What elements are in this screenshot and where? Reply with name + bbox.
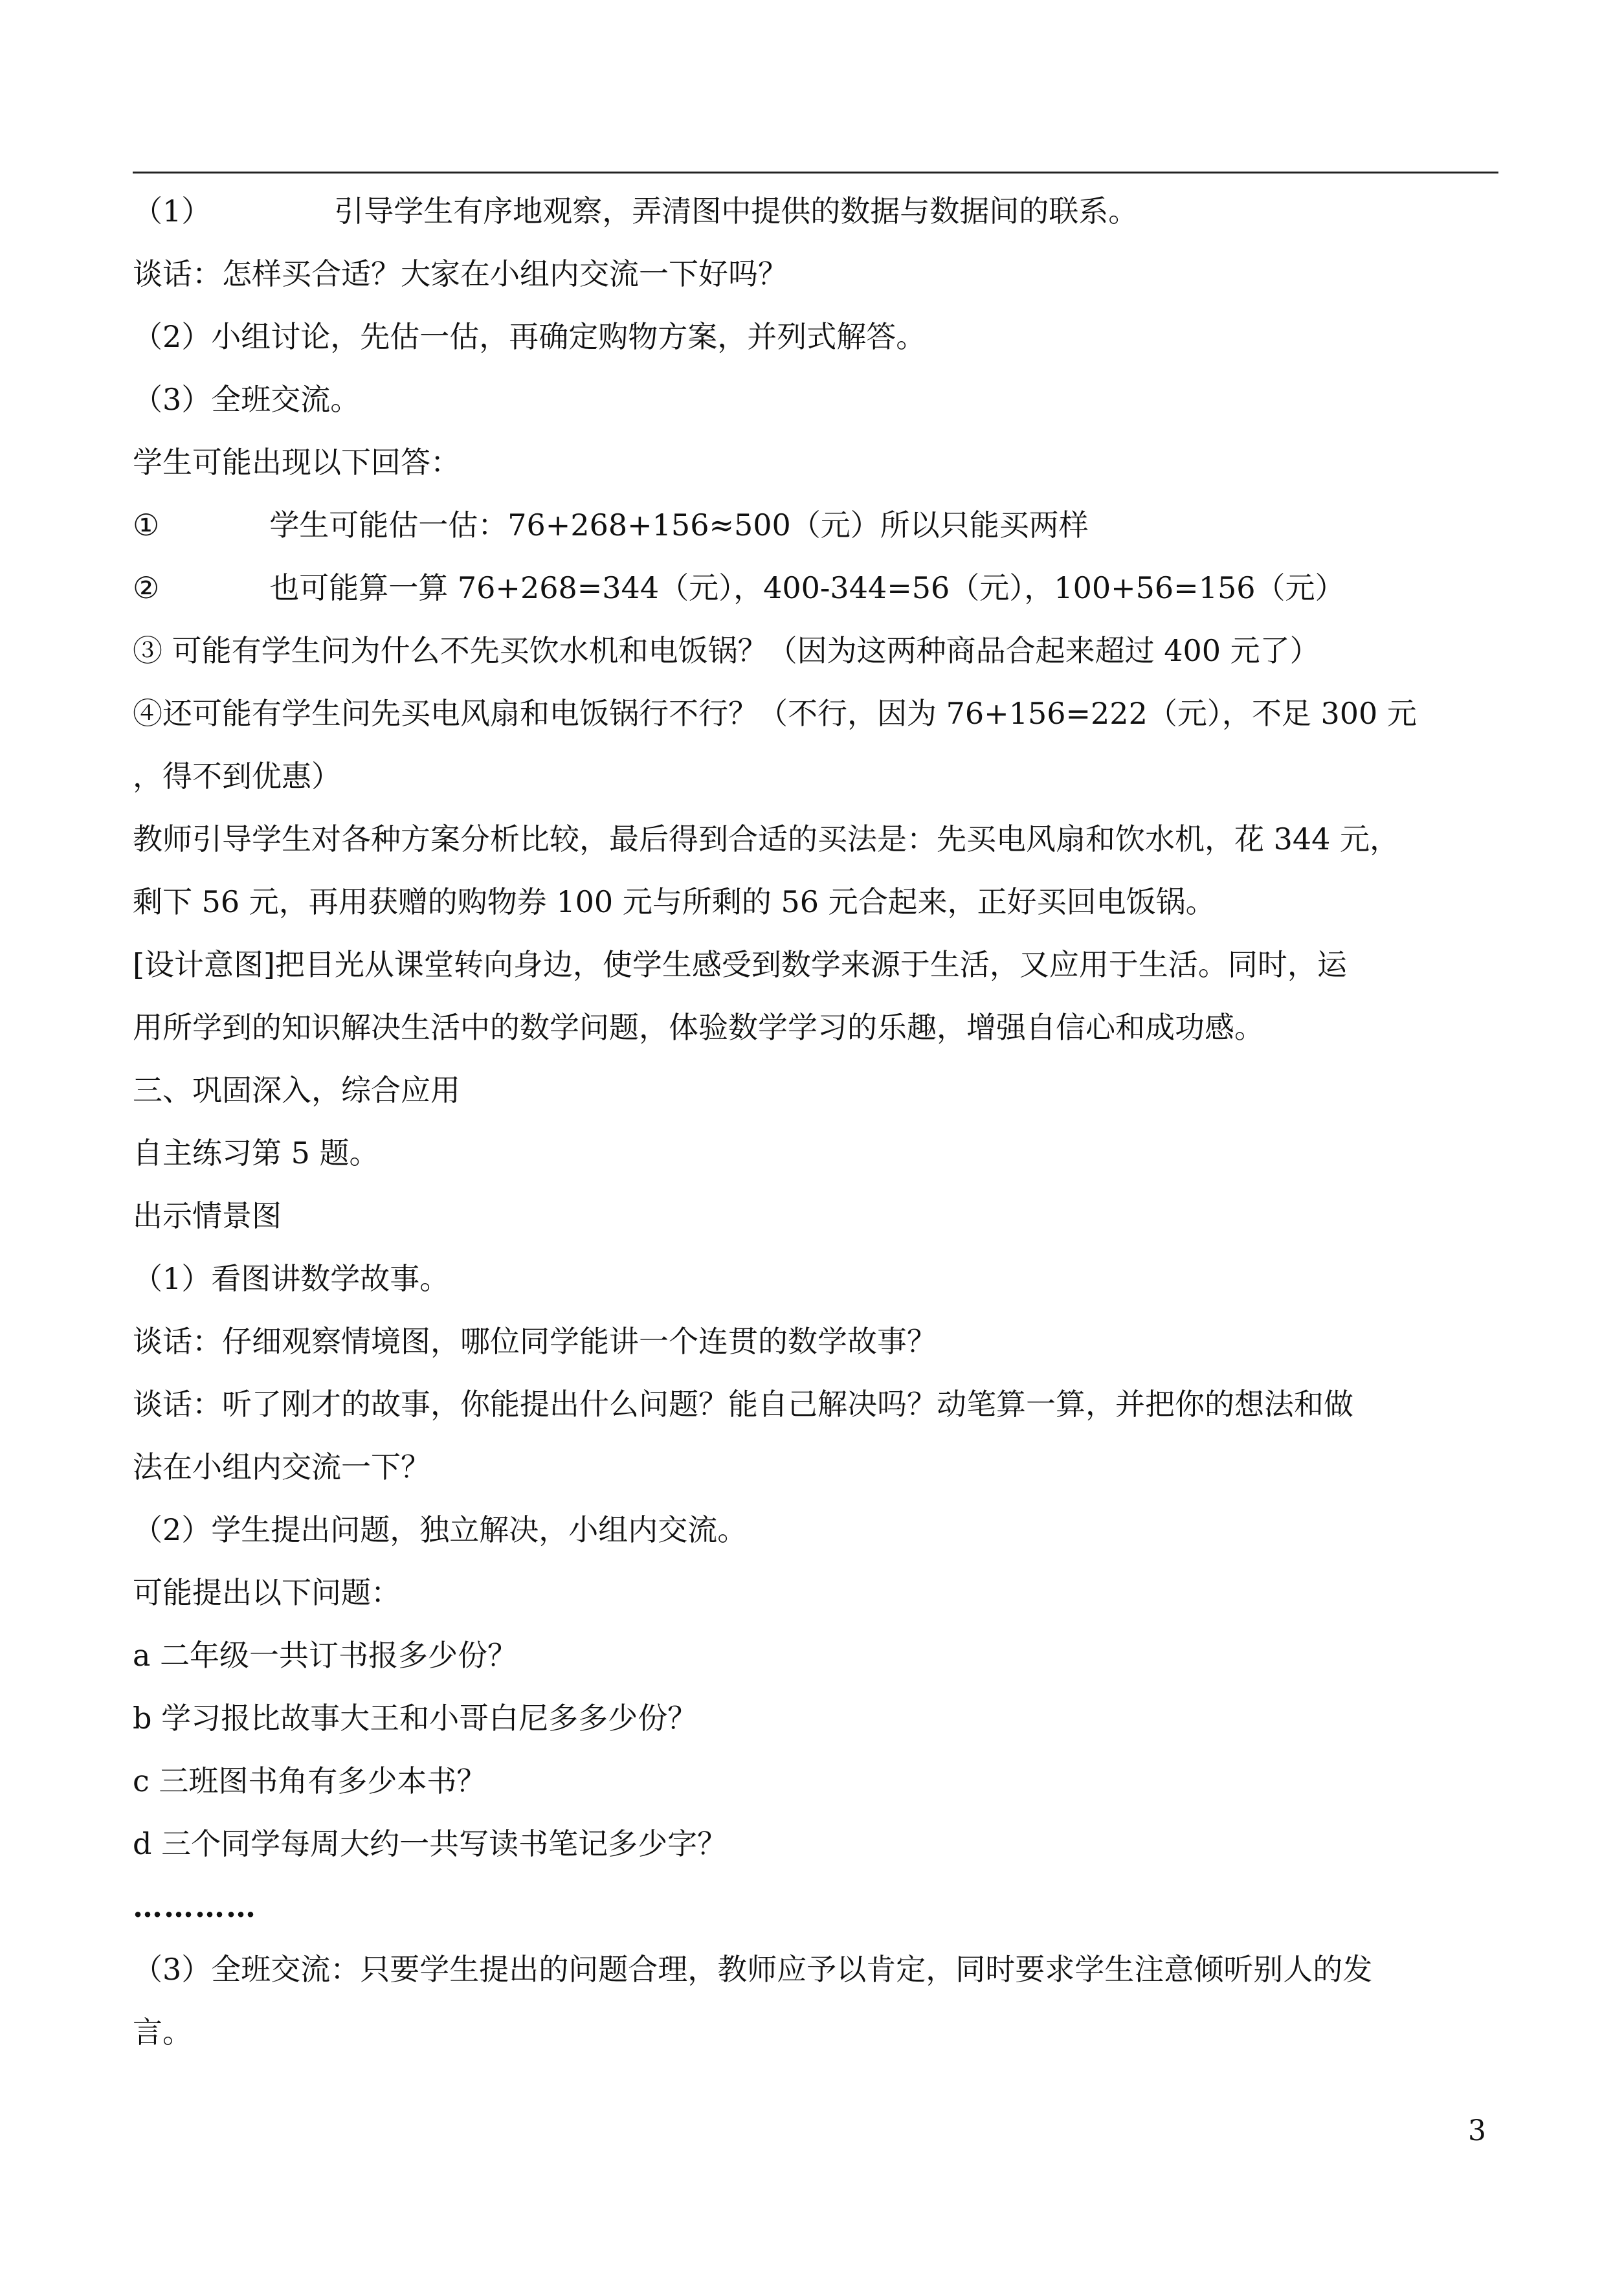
list-item: a 二年级一共订书报多少份？	[133, 1638, 518, 1673]
paragraph-line: ③ 可能有学生问为什么不先买饮水机和电饭锅？（因为这两种商品合起来超过 400 元了）	[133, 633, 1320, 668]
paragraph-line: ，得不到优惠）	[133, 759, 341, 794]
paragraph-line	[133, 557, 1498, 620]
line-text: 引导学生有序地观察，弄清图中提供的数据与数据间的联系。	[334, 194, 1139, 229]
paragraph-line: （3）全班交流。	[133, 382, 361, 417]
paragraph-line: 剩下 56 元，再用获赠的购物券 100 元与所剩的 56 元合起来，正好买回电饭锅。	[133, 884, 1216, 919]
item-number: （1）	[133, 194, 212, 229]
paragraph-line: 言。	[133, 2015, 192, 2050]
paragraph-line: ④还可能有学生问先买电风扇和电饭锅行不行？（不行，因为 76+156=222（元），不足 300 元	[133, 696, 1417, 731]
page-number: 3	[1468, 2114, 1486, 2147]
paragraph-line: [设计意图]把目光从课堂转向身边，使学生感受到数学来源于生活，又应用于生活。同时，运	[133, 947, 1347, 982]
paragraph-line	[133, 494, 1498, 557]
ellipsis-line: …………	[133, 1889, 257, 1924]
list-item: d 三个同学每周大约一共写读书笔记多少字？	[133, 1826, 728, 1861]
paragraph-line: （3）全班交流：只要学生提出的问题合理，教师应予以肯定，同时要求学生注意倾听别人的发	[133, 1952, 1373, 1987]
list-item: b 学习报比故事大王和小哥白尼多多少份？	[133, 1701, 698, 1736]
paragraph-line: 法在小组内交流一下？	[133, 1449, 430, 1484]
paragraph-line	[133, 180, 1498, 243]
item-number: ②	[133, 570, 160, 605]
line-text: 学生可能估一估：76+268+156≈500（元）所以只能买两样	[269, 508, 1089, 542]
header-rule	[133, 172, 1498, 173]
paragraph-line: 谈话：怎样买合适？大家在小组内交流一下好吗？	[133, 256, 788, 291]
paragraph-line: （1）看图讲数学故事。	[133, 1261, 450, 1296]
paragraph-line: 教师引导学生对各种方案分析比较，最后得到合适的买法是：先买电风扇和饮水机，花 344 元，	[133, 822, 1400, 856]
paragraph-line: （2）学生提出问题，独立解决，小组内交流。	[133, 1512, 748, 1547]
section-heading: 三、巩固深入，综合应用	[133, 1073, 460, 1108]
paragraph-line: （2）小组讨论，先估一估，再确定购物方案，并列式解答。	[133, 319, 926, 354]
paragraph-line: 可能提出以下问题：	[133, 1575, 401, 1610]
paragraph-line: 用所学到的知识解决生活中的数学问题，体验数学学习的乐趣，增强自信心和成功感。	[133, 1010, 1264, 1045]
paragraph-line: 谈话：仔细观察情境图，哪位同学能讲一个连贯的数学故事？	[133, 1324, 937, 1359]
paragraph-line: 学生可能出现以下回答：	[133, 445, 460, 480]
paragraph-line: 自主练习第 5 题。	[133, 1135, 379, 1170]
paragraph-line: 出示情景图	[133, 1198, 282, 1233]
document-body	[133, 180, 1498, 2064]
line-text: 也可能算一算 76+268=344（元），400-344=56（元），100+56=156（元）	[269, 570, 1345, 605]
list-item: c 三班图书角有多少本书？	[133, 1763, 487, 1798]
item-number: ①	[133, 508, 160, 542]
paragraph-line: 谈话：听了刚才的故事，你能提出什么问题？能自己解决吗？动笔算一算，并把你的想法和做	[133, 1387, 1353, 1422]
